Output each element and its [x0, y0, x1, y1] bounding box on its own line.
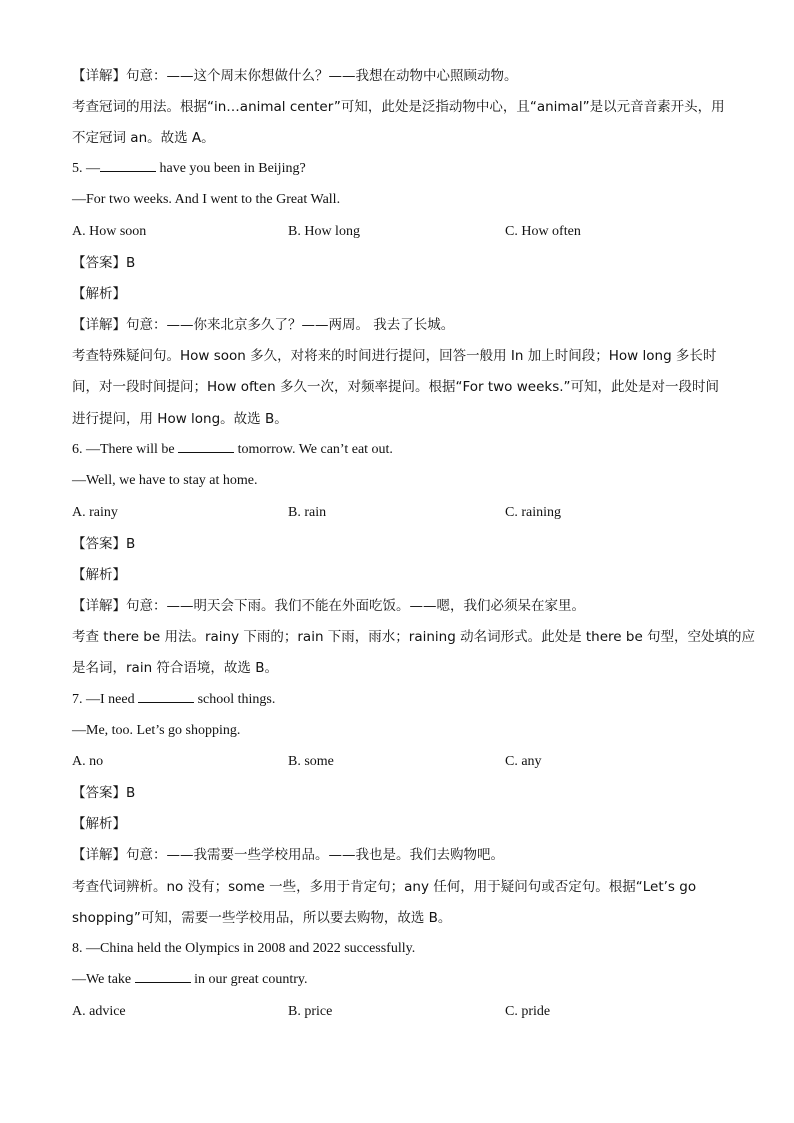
- q4-explain-line-2: 不定冠词 an。故选 A。: [72, 130, 215, 146]
- q8-reply-pre: —We take: [72, 972, 135, 987]
- q8-stem: [72, 939, 732, 959]
- q6-reply: —Well, we have to stay at home.: [72, 473, 258, 488]
- q5-explain-line-3: 进行提问，用 How long。故选 B。: [72, 411, 288, 427]
- q8-reply: [72, 970, 732, 990]
- q6-stem-pre: —There will be: [86, 442, 179, 457]
- q7-option-a: A. no: [72, 754, 104, 769]
- q6-answer: B: [126, 536, 136, 552]
- q5-stem-pre: —: [86, 161, 100, 176]
- detail-tag: 【详解】: [72, 68, 126, 84]
- q7-stem-pre: —I need: [86, 692, 139, 707]
- q8-option-b: B. price: [288, 1004, 333, 1019]
- q4-explain-line-1: 考查冠词的用法。根据“in…animal center”可知，此处是泛指动物中心，且“animal”是以元音音素开头，用: [72, 99, 725, 115]
- q7-stem: [72, 690, 732, 710]
- q6-blank: [178, 440, 234, 453]
- q5-blank: [100, 159, 156, 172]
- q5-stem: [72, 159, 732, 179]
- q8-stem-text: —China held the Olympics in 2008 and 2022 successfully.: [86, 941, 416, 956]
- answer-tag: 【答案】: [72, 785, 126, 801]
- q4-detail-line: [72, 66, 732, 86]
- q5-number: 5.: [72, 161, 83, 176]
- q7-explain-line-2: shopping”可知，需要一些学校用品，所以要去购物，故选 B。: [72, 910, 452, 926]
- q6-stem: [72, 440, 732, 460]
- q8-reply-post: in our great country.: [190, 972, 308, 987]
- q6-option-a: A. rainy: [72, 505, 118, 520]
- q6-detail-line: [72, 596, 732, 616]
- q7-stem-post: school things.: [194, 692, 276, 707]
- q7-blank: [138, 690, 194, 703]
- q7-option-c: C. any: [505, 754, 542, 769]
- q6-analysis-tag: 【解析】: [72, 567, 126, 583]
- q6-stem-post: tomorrow. We can’t eat out.: [234, 442, 393, 457]
- q5-explain-line-1: 考查特殊疑问句。How soon 多久，对将来的时间进行提问，回答一般用 In 加上时间段；How long 多长时: [72, 348, 717, 364]
- q6-option-b: B. rain: [288, 505, 327, 520]
- q8-option-c: C. pride: [505, 1004, 551, 1019]
- q7-number: 7.: [72, 692, 83, 707]
- q6-explain-line-1: 考查 there be 用法。rainy 下雨的；rain 下雨，雨水；raining 动名词形式。此处是 there be 句型，空处填的应: [72, 629, 756, 645]
- q5-option-b: B. How long: [288, 224, 360, 239]
- q8-blank: [135, 970, 191, 983]
- q6-explain-line-2: 是名词，rain 符合语境，故选 B。: [72, 660, 278, 676]
- q5-analysis-tag: 【解析】: [72, 286, 126, 302]
- q7-reply: —Me, too. Let’s go shopping.: [72, 723, 241, 738]
- answer-tag: 【答案】: [72, 536, 126, 552]
- q5-answer: B: [126, 255, 136, 271]
- q5-detail-line: [72, 315, 732, 335]
- q7-detail-line: [72, 845, 732, 865]
- q5-reply: —For two weeks. And I went to the Great Wall.: [72, 192, 341, 207]
- q4-detail-text: 句意：——这个周末你想做什么？——我想在动物中心照顾动物。: [126, 68, 518, 84]
- q7-detail-text: 句意：——我需要一些学校用品。——我也是。我们去购物吧。: [126, 847, 504, 863]
- q6-option-c: C. raining: [505, 505, 561, 520]
- q7-answer-line: [72, 783, 732, 803]
- detail-tag: 【详解】: [72, 317, 126, 333]
- q7-analysis-tag: 【解析】: [72, 816, 126, 832]
- detail-tag: 【详解】: [72, 598, 126, 614]
- q6-detail-text: 句意：——明天会下雨。我们不能在外面吃饭。——嗯，我们必须呆在家里。: [126, 598, 585, 614]
- q7-explain-line-1: 考查代词辨析。no 没有；some 一些，多用于肯定句；any 任何，用于疑问句或否定句。根据“Let’s go: [72, 879, 697, 895]
- q5-detail-text: 句意：——你来北京多久了？——两周。 我去了长城。: [126, 317, 455, 333]
- q6-answer-line: [72, 534, 732, 554]
- q8-number: 8.: [72, 941, 83, 956]
- q7-answer: B: [126, 785, 136, 801]
- q5-stem-post: have you been in Beijing?: [156, 161, 306, 176]
- q5-option-c: C. How often: [505, 224, 581, 239]
- q5-answer-line: [72, 253, 732, 273]
- q5-option-a: A. How soon: [72, 224, 147, 239]
- detail-tag: 【详解】: [72, 847, 126, 863]
- q5-explain-line-2: 间，对一段时间提问；How often 多久一次，对频率提问。根据“For two weeks.”可知，此处是对一段时间: [72, 379, 720, 395]
- q7-option-b: B. some: [288, 754, 334, 769]
- q6-number: 6.: [72, 442, 83, 457]
- q8-option-a: A. advice: [72, 1004, 126, 1019]
- answer-tag: 【答案】: [72, 255, 126, 271]
